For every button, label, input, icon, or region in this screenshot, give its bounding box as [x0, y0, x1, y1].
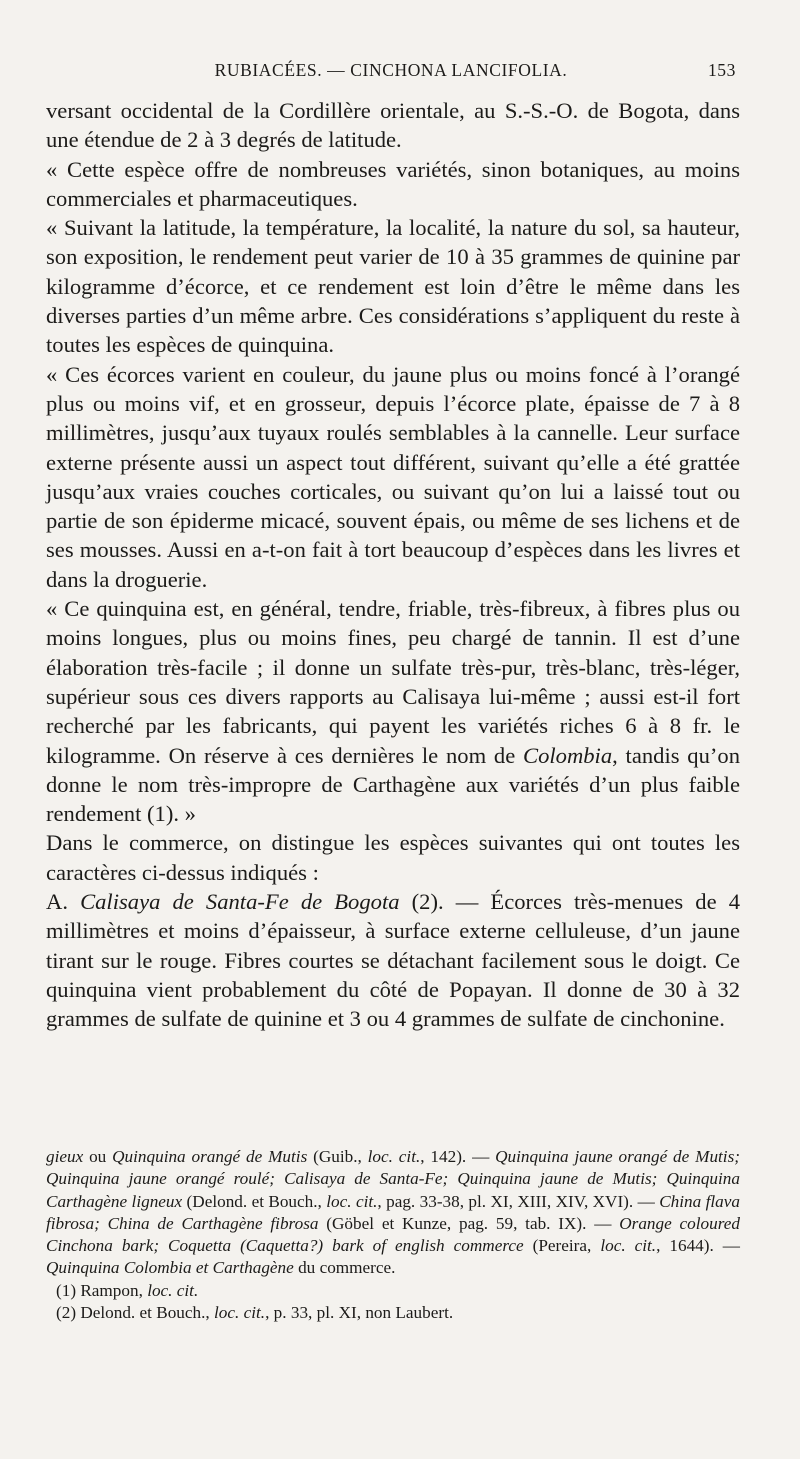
- continued-run: Quinquina orangé de Mutis: [112, 1147, 308, 1166]
- footnote-1: [46, 1280, 740, 1302]
- paragraph-7: [46, 887, 740, 1033]
- paragraph-3: « Suivant la latitude, la température, la localité, la nature du sol, sa hauteur, son exposition, le rendement peut varier de 10 à 35 grammes de quinine par kilogramme d’écorce, et ce rendement est loin d’être le même dans les diverses parties d’un même arbre. Ces considérations s’appliquent du reste à toutes les espèces de quinquina.: [46, 215, 740, 358]
- continued-run: , pag. 33-38, pl. XI, XIII, XIV, XVI). —: [377, 1191, 660, 1211]
- species-name: Calisaya de Santa-Fe de Bogota: [80, 889, 400, 915]
- running-header: [46, 60, 736, 81]
- paragraph-5-end: , tandis qu’on donne le nom très-impropre de Carthagène aux variétés d’un plus faible rendement (1). »: [46, 742, 740, 827]
- continued-run: (Göbel et Kunze, pag. 59, tab. IX). —: [318, 1213, 620, 1233]
- continued-run: loc. cit.: [326, 1191, 378, 1211]
- paragraph-5: [46, 594, 740, 828]
- continued-run: Quinquina Colombia et Carthagène: [46, 1258, 294, 1278]
- fn2-run: loc. cit.: [214, 1303, 266, 1323]
- paragraph-6: Dans le commerce, on distingue les espèces suivantes qui ont toutes les caractères ci-dessus indiqués :: [46, 830, 740, 885]
- paragraph-2: « Cette espèce offre de nombreuses variétés, sinon botaniques, au moins commerciales et pharmaceutiques.: [46, 156, 740, 211]
- main-text: [46, 96, 740, 1034]
- footnotes: [46, 1146, 740, 1324]
- continued-run: China flava fibrosa; China de Carthagène fibrosa: [46, 1191, 740, 1233]
- paragraph-7-text: (2). — Écorces très-menues de 4 millimètres et moins d’épaisseur, à surface externe celluleuse, d’un jaune tirant sur le rouge. Fibres courtes se détachant facilement sous le doigt. Ce quinquina vient probablement du côté de Popayan. Il donne de 30 à 32 grammes de sulfate de quinine et 3 ou 4 grammes de sulfate de cinchonine.: [46, 889, 740, 1032]
- continued-run: , 1644). —: [656, 1236, 740, 1256]
- continued-run: Orange coloured Cinchona bark; Coquetta (Caquetta?) bark of english commerce: [46, 1213, 741, 1256]
- continued-run: (Guib.,: [307, 1147, 368, 1166]
- continued-run: Quinquina jaune orangé de Mutis; Quinquina jaune orangé roulé; Calisaya de Santa-Fe; Quinquina jaune de Mutis; Quinquina Carthagène ligneux: [46, 1147, 740, 1211]
- fn1-run: loc. cit.: [147, 1280, 199, 1300]
- continued-run: (Delond. et Bouch.,: [182, 1191, 327, 1211]
- page-number: 153: [707, 60, 736, 80]
- footnote-2: [46, 1302, 740, 1324]
- colombia-term: Colombia: [523, 742, 613, 768]
- item-label: A.: [46, 889, 81, 915]
- footnote-continuation: [46, 1146, 740, 1280]
- continued-run: du commerce.: [293, 1258, 396, 1278]
- continued-run: ou: [83, 1147, 113, 1166]
- running-title: RUBIACÉES. — CINCHONA LANCIFOLIA.: [214, 60, 568, 80]
- continued-run: loc. cit.: [367, 1147, 421, 1166]
- paragraph-5-text: « Ce quinquina est, en général, tendre, friable, très-fibreux, à fibres plus ou moins longues, plus ou moins fines, peu chargé de tannin. Il est d’une élaboration très-facile ; il donne un sulfate très-pur, très-blanc, très-léger, supérieur sous ces divers rapports au Calisaya lui-même ; aussi est-il fort recherché par les fabricants, qui payent les variétés riches 6 à 8 fr. le kilogramme. On réserve à ces dernières le nom de: [46, 596, 740, 768]
- continued-run: (Pereira,: [523, 1236, 601, 1256]
- fn1-run: (1) Rampon,: [56, 1280, 148, 1300]
- continued-run: gieux: [46, 1147, 84, 1166]
- fn2-run: (2) Delond. et Bouch.,: [56, 1303, 214, 1323]
- paragraph-1: versant occidental de la Cordillère orientale, au S.-S.-O. de Bogota, dans une étendue de 2 à 3 degrés de latitude.: [46, 98, 740, 153]
- continued-run: , 142). —: [420, 1147, 496, 1166]
- fn2-run: , p. 33, pl. XI, non Laubert.: [265, 1303, 454, 1323]
- paragraph-4: « Ces écorces varient en couleur, du jaune plus ou moins foncé à l’orangé plus ou moins vif, et en grosseur, depuis l’écorce plate, épaisse de 7 à 8 millimètres, jusqu’aux tuyaux roulés semblables à la cannelle. Leur surface externe présente aussi un aspect tout différent, suivant qu’elle a été grattée jusqu’aux vraies couches corticales, ou suivant qu’on lui a laissé tout ou partie de son épiderme micacé, souvent épais, ou même de ses lichens et de ses mousses. Aussi en a-t-on fait à tort beaucoup d’espèces dans les livres et dans la droguerie.: [46, 361, 740, 592]
- continued-run: loc. cit.: [600, 1236, 657, 1256]
